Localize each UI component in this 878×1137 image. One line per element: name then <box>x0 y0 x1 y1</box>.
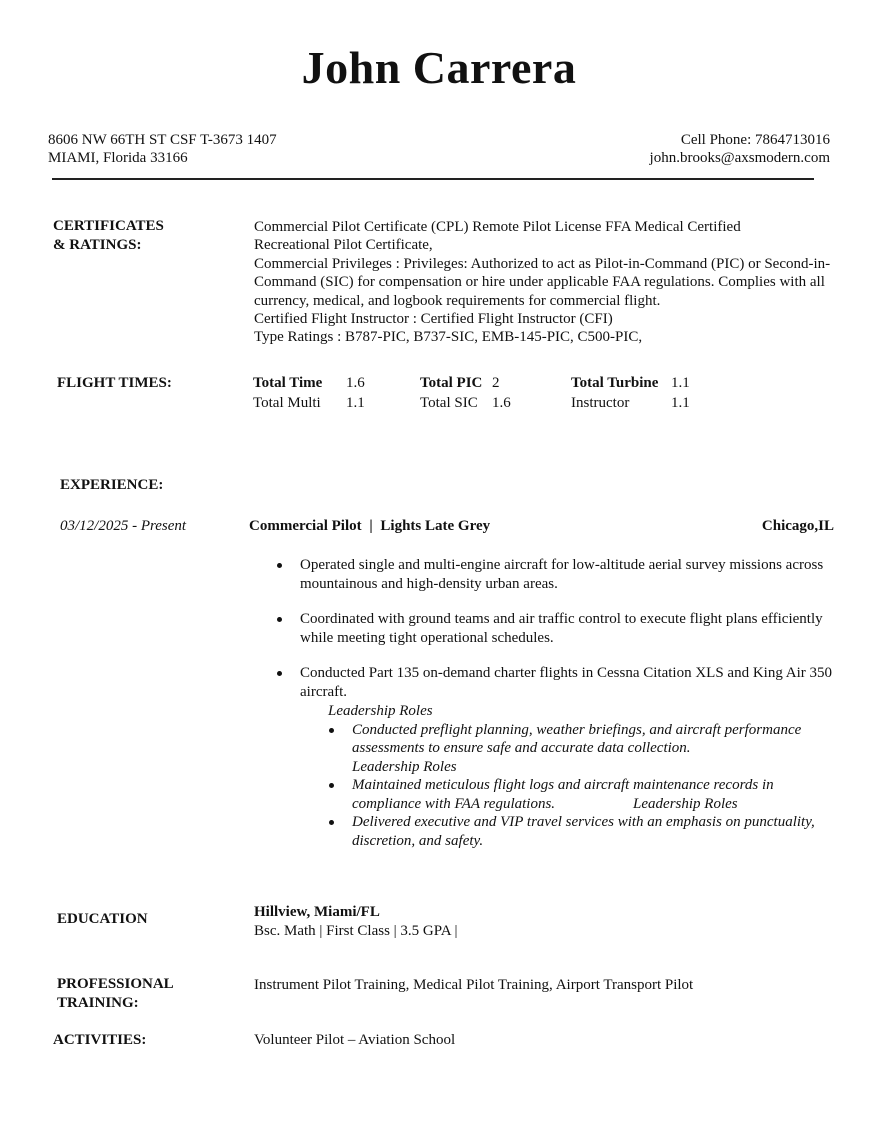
activities-text: Volunteer Pilot – Aviation School <box>254 1032 456 1048</box>
certificate-line: Commercial Pilot Certificate (CPL) Remote Pilot License FFA Medical Certified <box>254 219 741 235</box>
total-time-value: 1.6 <box>346 375 365 391</box>
certificates-label-line-1: CERTIFICATES <box>53 218 164 234</box>
training-label <box>57 975 174 1013</box>
training-label-line-2: TRAINING: <box>57 995 139 1011</box>
contact-block <box>650 131 830 167</box>
leadership-roles-note: Leadership Roles <box>633 795 738 812</box>
certificates-label-line-2: & RATINGS: <box>53 237 142 253</box>
total-sic-label: Total SIC <box>420 395 478 411</box>
job-dates: 03/12/2025 - Present <box>60 518 187 534</box>
total-turbine-label: Total Turbine <box>571 375 659 391</box>
training-label-line-1: PROFESSIONAL <box>57 976 174 992</box>
total-time-label: Total Time <box>253 375 323 391</box>
list-item: Coordinated with ground teams and air traffic control to execute flight plans efficiently while meeting tight operational schedules. <box>274 610 840 648</box>
sub-bullet-text: Conducted preflight planning, weather briefings, and aircraft performance assessments to ensure safe and accurate data collection. <box>352 721 802 756</box>
address-block <box>48 131 277 167</box>
certificate-line: Commercial Privileges : Privileges: Authorized to act as Pilot-in-Command (PIC) or Second-in- <box>254 255 831 272</box>
flight-times-label: FLIGHT TIMES: <box>57 375 172 391</box>
total-pic-label: Total PIC <box>420 375 483 391</box>
flight-times-table <box>0 373 878 415</box>
address-line-1: 8606 NW 66TH ST CSF T-3673 1407 <box>48 132 277 148</box>
job-location: Chicago,IL <box>761 518 834 534</box>
certificate-line: Command (SIC) for compensation or hire under applicable FAA regulations. Complies with all <box>254 274 825 291</box>
list-item <box>326 776 840 813</box>
phone: Cell Phone: 7864713016 <box>680 132 830 148</box>
education-school: Hillview, Miami/FL <box>254 904 380 920</box>
instructor-value: 1.1 <box>671 395 690 411</box>
education-details: Bsc. Math | First Class | 3.5 GPA | <box>254 923 458 939</box>
address-line-2: MIAMI, Florida 33166 <box>48 150 188 166</box>
list-item <box>326 721 840 777</box>
education-block <box>254 903 458 941</box>
total-turbine-value: 1.1 <box>671 375 690 391</box>
training-text: Instrument Pilot Training, Medical Pilot Training, Airport Transport Pilot <box>254 977 694 993</box>
activities-label: ACTIVITIES: <box>53 1032 147 1048</box>
leadership-heading: Leadership Roles <box>328 703 433 719</box>
certificates-text <box>254 218 844 347</box>
experience-label: EXPERIENCE: <box>60 477 164 493</box>
certificate-line: Type Ratings : B787-PIC, B737-SIC, EMB-145-PIC, C500-PIC, <box>254 329 643 346</box>
email: john.brooks@axsmodern.com <box>649 150 830 166</box>
list-item: Delivered executive and VIP travel services with an emphasis on punctuality, discretion, and safety. <box>326 813 840 850</box>
certificate-line: Certified Flight Instructor : Certified Flight Instructor (CFI) <box>254 311 613 328</box>
job-separator: | <box>369 518 373 534</box>
job-heading <box>249 517 490 536</box>
instructor-label: Instructor <box>571 395 630 411</box>
list-item: Conducted Part 135 on-demand charter flights in Cessna Citation XLS and King Air 350 aircraft. <box>274 664 840 702</box>
certificates-label <box>53 217 164 255</box>
education-label: EDUCATION <box>57 911 148 927</box>
total-multi-value: 1.1 <box>346 395 365 411</box>
job-company: Lights Late Grey <box>380 518 491 534</box>
total-sic-value: 1.6 <box>492 395 511 411</box>
job-title: Commercial Pilot <box>249 518 362 534</box>
total-pic-value: 2 <box>492 375 500 391</box>
sub-bullet-text: Maintained meticulous flight logs and aircraft maintenance records in compliance with FAA regulations. <box>352 777 774 812</box>
header-divider <box>52 178 814 180</box>
leadership-roles-note: Leadership Roles <box>352 758 457 775</box>
job-responsibilities <box>274 556 840 850</box>
total-multi-label: Total Multi <box>253 395 321 411</box>
resume-name: John Carrera <box>301 42 577 93</box>
list-item: Operated single and multi-engine aircraft for low-altitude aerial survey missions across mountainous and high-density urban areas. <box>274 556 840 594</box>
certificate-line: Recreational Pilot Certificate, <box>254 237 433 254</box>
certificate-line: currency, medical, and logbook requirements for commercial flight. <box>254 292 661 309</box>
